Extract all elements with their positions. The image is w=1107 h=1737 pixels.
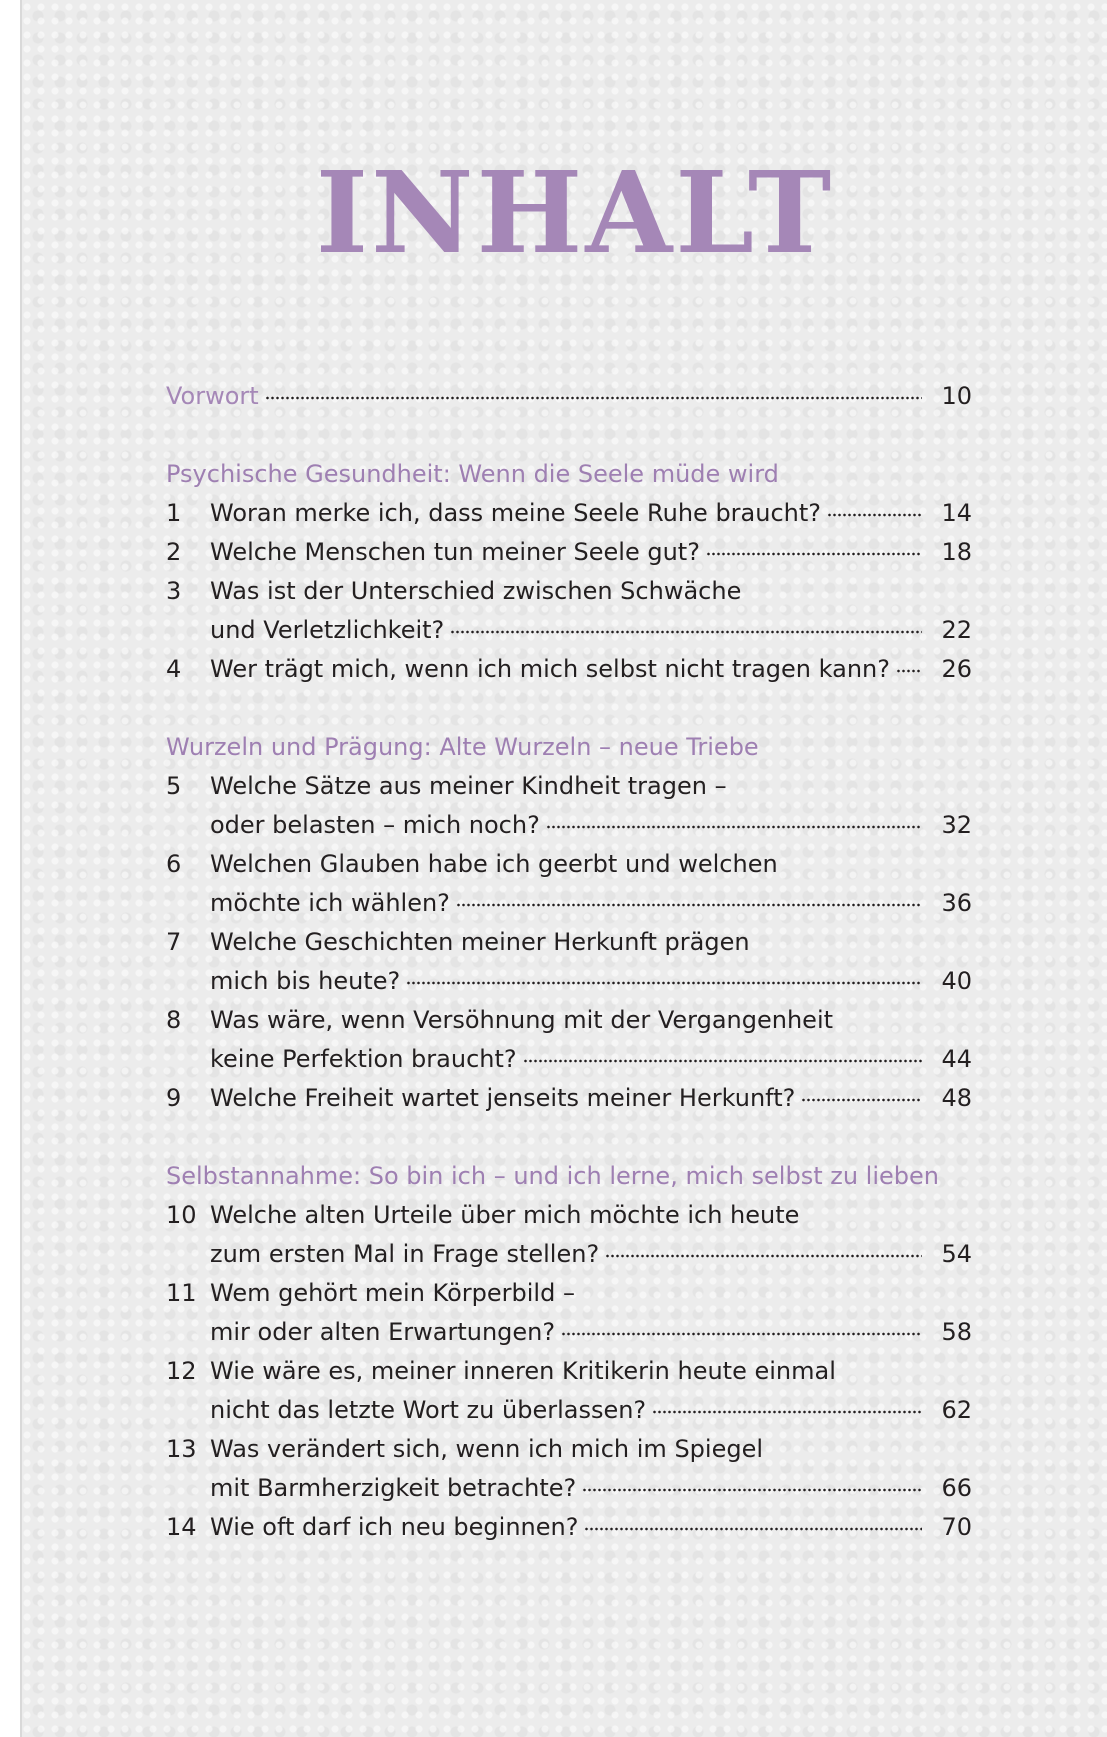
leader-dots <box>456 887 922 911</box>
toc-entry-label: Welche alten Urteile über mich möchte ich heute <box>210 1201 800 1229</box>
section-heading: Selbstannahme: So bin ich – und ich lerne, mich selbst zu lieben <box>166 1162 939 1190</box>
toc-entry-line <box>210 494 972 533</box>
toc-entry-line <box>210 1196 972 1235</box>
toc-entry-number: 14 <box>166 1513 197 1541</box>
toc-entry-line <box>210 1508 972 1547</box>
leader-dots <box>827 497 922 521</box>
toc-page-number: 10 <box>941 382 972 410</box>
toc-entry-label: möchte ich wählen? <box>210 889 450 917</box>
toc-entry-line <box>210 1040 972 1079</box>
leader-dots <box>584 1511 922 1535</box>
toc-entry-number: 9 <box>166 1084 182 1112</box>
toc-page-number: 44 <box>941 1045 972 1073</box>
leader-dots <box>801 1082 922 1106</box>
toc-entry-label: Welche Sätze aus meiner Kindheit tragen – <box>210 772 727 800</box>
toc-entry-line <box>210 572 972 611</box>
leader-dots <box>523 1043 922 1067</box>
toc-entry-label: Was ist der Unterschied zwischen Schwäche <box>210 577 742 605</box>
leader-dots <box>546 809 922 833</box>
toc-entry-label: Welche Freiheit wartet jenseits meiner Herkunft? <box>210 1084 796 1112</box>
toc-entry <box>166 1079 972 1118</box>
toc-entry-number: 6 <box>166 850 182 878</box>
toc-entry-line <box>210 650 972 689</box>
toc-entry-label: nicht das letzte Wort zu überlassen? <box>210 1396 647 1424</box>
toc-entry-number: 10 <box>166 1201 197 1229</box>
section-heading: Wurzeln und Prägung: Alte Wurzeln – neue Triebe <box>166 733 759 761</box>
toc-entry-label: oder belasten – mich noch? <box>210 811 540 839</box>
leader-dots <box>406 965 922 989</box>
toc-entry-continuation <box>166 611 972 650</box>
toc-entry-line <box>210 962 972 1001</box>
toc-entry-continuation <box>166 806 972 845</box>
toc-entry-label: zum ersten Mal in Frage stellen? <box>210 1240 600 1268</box>
toc-entry-line <box>210 611 972 650</box>
toc-entry <box>166 923 972 962</box>
toc-page-number: 40 <box>941 967 972 995</box>
toc-page-number: 32 <box>941 811 972 839</box>
toc-entry-line <box>210 1313 972 1352</box>
toc-entry-line <box>210 533 972 572</box>
toc-entry-label: und Verletzlichkeit? <box>210 616 445 644</box>
leader-dots <box>561 1316 922 1340</box>
toc-entry-number: 13 <box>166 1435 197 1463</box>
toc-entry <box>166 1352 972 1391</box>
book-page <box>20 0 1107 1737</box>
toc-entry-line <box>210 884 972 923</box>
toc-entry <box>166 650 972 689</box>
table-of-contents <box>166 377 972 1547</box>
toc-entry-continuation <box>166 884 972 923</box>
toc-entry-line <box>210 1430 972 1469</box>
toc-page-number: 26 <box>941 655 972 683</box>
toc-entry <box>166 1196 972 1235</box>
toc-entry-label: Vorwort <box>166 382 259 410</box>
toc-entry-line <box>210 1079 972 1118</box>
toc-page-number: 22 <box>941 616 972 644</box>
toc-page-number: 18 <box>941 538 972 566</box>
toc-entry-number: 5 <box>166 772 182 800</box>
toc-entry-line <box>210 845 972 884</box>
toc-page-number: 54 <box>941 1240 972 1268</box>
toc-entry <box>166 1430 972 1469</box>
toc-entry-label: Wie wäre es, meiner inneren Kritikerin heute einmal <box>210 1357 836 1385</box>
toc-entry-continuation <box>166 1391 972 1430</box>
toc-entry-line <box>210 1352 972 1391</box>
toc-entry <box>166 1001 972 1040</box>
toc-entry-continuation <box>166 1469 972 1508</box>
toc-entry-label: mit Barmherzigkeit betrachte? <box>210 1474 577 1502</box>
toc-entry <box>166 1508 972 1547</box>
toc-entry-label: Welche Geschichten meiner Herkunft prägen <box>210 928 750 956</box>
toc-entry-label: keine Perfektion braucht? <box>210 1045 517 1073</box>
toc-entry-label: Welche Menschen tun meiner Seele gut? <box>210 538 700 566</box>
leader-dots <box>652 1394 922 1418</box>
leader-dots <box>450 614 922 638</box>
toc-entry-line <box>210 1001 972 1040</box>
toc-entry <box>166 845 972 884</box>
toc-entry-continuation <box>166 1313 972 1352</box>
toc-entry <box>166 494 972 533</box>
toc-entry-line <box>210 806 972 845</box>
toc-entry-continuation <box>166 1235 972 1274</box>
toc-page-number: 62 <box>941 1396 972 1424</box>
leader-dots <box>896 653 922 677</box>
toc-page-number: 66 <box>941 1474 972 1502</box>
toc-page-number: 58 <box>941 1318 972 1346</box>
toc-page-number: 48 <box>941 1084 972 1112</box>
toc-entry-line <box>166 377 972 416</box>
toc-entry-label: Was verändert sich, wenn ich mich im Spiegel <box>210 1435 764 1463</box>
toc-entry-label: mir oder alten Erwartungen? <box>210 1318 556 1346</box>
section-spacer <box>166 689 972 728</box>
toc-entry-label: Wem gehört mein Körperbild – <box>210 1279 575 1307</box>
toc-entry-number: 12 <box>166 1357 197 1385</box>
toc-entry-label: Wie oft darf ich neu beginnen? <box>210 1513 579 1541</box>
leader-dots <box>582 1472 922 1496</box>
toc-entry-continuation <box>166 962 972 1001</box>
toc-entry <box>166 572 972 611</box>
toc-entry-number: 4 <box>166 655 182 683</box>
toc-entry-continuation <box>166 1040 972 1079</box>
leader-dots <box>265 380 922 404</box>
leader-dots <box>706 536 922 560</box>
toc-entry-line <box>210 767 972 806</box>
page-title: INHALT <box>315 148 835 279</box>
toc-entry-line <box>210 1469 972 1508</box>
toc-entry-number: 1 <box>166 499 182 527</box>
toc-entry-number: 2 <box>166 538 182 566</box>
section-spacer <box>166 1118 972 1157</box>
toc-entry-line <box>210 1235 972 1274</box>
toc-entry-label: mich bis heute? <box>210 967 401 995</box>
toc-entry-number: 11 <box>166 1279 197 1307</box>
toc-entry-number: 7 <box>166 928 182 956</box>
toc-entry <box>166 767 972 806</box>
toc-page-number: 36 <box>941 889 972 917</box>
toc-entry-label: Welchen Glauben habe ich geerbt und welchen <box>210 850 778 878</box>
toc-entry-label: Was wäre, wenn Versöhnung mit der Vergangenheit <box>210 1006 834 1034</box>
toc-entry-vorwort <box>166 377 972 416</box>
toc-entry-label: Woran merke ich, dass meine Seele Ruhe braucht? <box>210 499 822 527</box>
page-edge <box>20 0 22 1737</box>
toc-page-number: 14 <box>941 499 972 527</box>
toc-entry-label: Wer trägt mich, wenn ich mich selbst nicht tragen kann? <box>210 655 890 683</box>
toc-entry <box>166 1274 972 1313</box>
section-spacer <box>166 416 972 455</box>
toc-entry-number: 8 <box>166 1006 182 1034</box>
toc-entry-line <box>210 1274 972 1313</box>
leader-dots <box>605 1238 922 1262</box>
section-heading: Psychische Gesundheit: Wenn die Seele müde wird <box>166 460 779 488</box>
toc-entry-line <box>210 1391 972 1430</box>
toc-entry-line <box>210 923 972 962</box>
toc-entry-number: 3 <box>166 577 182 605</box>
toc-page-number: 70 <box>941 1513 972 1541</box>
toc-entry <box>166 533 972 572</box>
